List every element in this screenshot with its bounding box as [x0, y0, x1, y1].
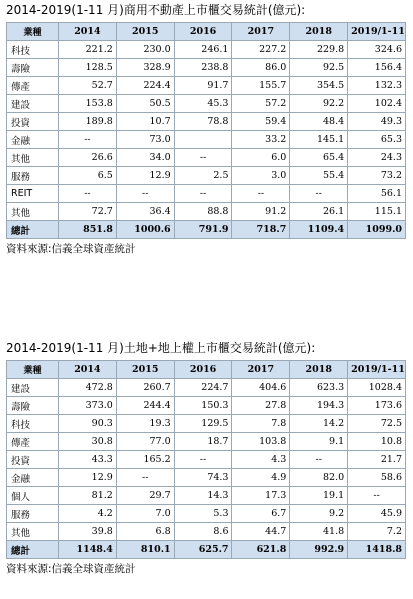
table-cell: 50.5: [116, 95, 174, 113]
column-header-sector: 業種: [7, 361, 59, 379]
table-cell: 472.8: [59, 379, 117, 397]
table-cell: 74.3: [174, 469, 232, 487]
table-cell: 12.9: [59, 469, 117, 487]
table-cell: 115.1: [348, 203, 406, 221]
table-cell: 86.0: [232, 59, 290, 77]
table-cell: 1028.4: [348, 379, 406, 397]
table-cell: 1148.4: [59, 541, 117, 559]
table-cell: 2.5: [174, 167, 232, 185]
table-row: [7, 505, 406, 523]
table-cell: 7.8: [232, 415, 290, 433]
table-cell: 373.0: [59, 397, 117, 415]
table-cell: --: [232, 185, 290, 203]
table-cell: 41.8: [290, 523, 348, 541]
table-cell: 45.3: [174, 95, 232, 113]
table-cell: 59.4: [232, 113, 290, 131]
table-cell: --: [174, 149, 232, 167]
table-row: [7, 415, 406, 433]
row-label: 投資: [7, 451, 59, 469]
row-label: 總計: [7, 221, 59, 239]
table-cell: --: [290, 451, 348, 469]
table-cell: 9.2: [290, 505, 348, 523]
table-cell: 65.4: [290, 149, 348, 167]
row-label: 其他: [7, 203, 59, 221]
table-cell: 227.2: [232, 41, 290, 59]
row-label: 其他: [7, 149, 59, 167]
table-cell: --: [116, 469, 174, 487]
table-cell: 27.8: [232, 397, 290, 415]
row-label: 壽險: [7, 59, 59, 77]
table-cell: 4.3: [232, 451, 290, 469]
table-cell: 26.1: [290, 203, 348, 221]
table-cell: 30.8: [59, 433, 117, 451]
column-header-year: 2016: [174, 23, 232, 41]
table-cell: 36.4: [116, 203, 174, 221]
table2-section: [6, 338, 408, 576]
table-row: [7, 95, 406, 113]
table-cell: 851.8: [59, 221, 117, 239]
row-label: REIT: [7, 185, 59, 203]
table-cell: 1000.6: [116, 221, 174, 239]
row-label: 個人: [7, 487, 59, 505]
table-cell: 81.2: [59, 487, 117, 505]
table-cell: 621.8: [232, 541, 290, 559]
table-cell: 128.5: [59, 59, 117, 77]
table-cell: 78.8: [174, 113, 232, 131]
column-header-year: 2017: [232, 23, 290, 41]
table-cell: 56.1: [348, 185, 406, 203]
table-cell: 77.0: [116, 433, 174, 451]
row-label: 服務: [7, 505, 59, 523]
table-cell: 221.2: [59, 41, 117, 59]
table-cell: 7.0: [116, 505, 174, 523]
table-cell: 14.2: [290, 415, 348, 433]
column-header-year: 2018: [290, 23, 348, 41]
table-cell: 1099.0: [348, 221, 406, 239]
table-cell: 3.0: [232, 167, 290, 185]
table-cell: 88.8: [174, 203, 232, 221]
table-row: [7, 113, 406, 131]
table-row: [7, 131, 406, 149]
table2-title: 2014-2019(1-11 月)土地+地上權上市櫃交易統計(億元):: [6, 341, 316, 355]
table-cell: 328.9: [116, 59, 174, 77]
table-cell: 246.1: [174, 41, 232, 59]
table-cell: 6.5: [59, 167, 117, 185]
table-cell: 132.3: [348, 77, 406, 95]
table-row: [7, 523, 406, 541]
table-cell: 238.8: [174, 59, 232, 77]
table-cell: 55.4: [290, 167, 348, 185]
table-cell: --: [290, 185, 348, 203]
row-label: 總計: [7, 541, 59, 559]
table-cell: 1109.4: [290, 221, 348, 239]
table-cell: 129.5: [174, 415, 232, 433]
column-header-year: 2017: [232, 361, 290, 379]
table1-section: [6, 0, 408, 256]
table1-source: 資料來源:信義全球資產統計: [6, 243, 136, 255]
table-cell: 39.8: [59, 523, 117, 541]
table-cell: 156.4: [348, 59, 406, 77]
table-row: [7, 185, 406, 203]
row-label: 科技: [7, 41, 59, 59]
column-header-year: 2016: [174, 361, 232, 379]
column-header-year: 2014: [59, 361, 117, 379]
table-cell: 224.7: [174, 379, 232, 397]
table-cell: 43.3: [59, 451, 117, 469]
table-cell: 244.4: [116, 397, 174, 415]
table-row: [7, 149, 406, 167]
table-cell: 623.3: [290, 379, 348, 397]
table2-source: 資料來源:信義全球資產統計: [6, 563, 136, 575]
table-cell: 1418.8: [348, 541, 406, 559]
row-label: 其他: [7, 523, 59, 541]
table2-header-row: [7, 361, 406, 379]
table-cell: 5.3: [174, 505, 232, 523]
table-cell: 229.8: [290, 41, 348, 59]
column-header-year: 2019/1-11: [348, 23, 406, 41]
row-label: 傳產: [7, 77, 59, 95]
table-cell: 260.7: [116, 379, 174, 397]
row-label: 建設: [7, 95, 59, 113]
table-cell: 92.2: [290, 95, 348, 113]
table-cell: 404.6: [232, 379, 290, 397]
row-label: 傳產: [7, 433, 59, 451]
table2: [6, 360, 406, 559]
table-cell: 4.9: [232, 469, 290, 487]
row-label: 服務: [7, 167, 59, 185]
table-cell: 65.3: [348, 131, 406, 149]
table-cell: 34.0: [116, 149, 174, 167]
table-cell: 10.8: [348, 433, 406, 451]
table-cell: 6.0: [232, 149, 290, 167]
table-cell: 33.2: [232, 131, 290, 149]
table-cell: 19.1: [290, 487, 348, 505]
table-cell: --: [59, 185, 117, 203]
column-header-year: 2019/1-11: [348, 361, 406, 379]
table-cell: 91.2: [232, 203, 290, 221]
table-cell: 12.9: [116, 167, 174, 185]
table-cell: 73.0: [116, 131, 174, 149]
table-cell: 625.7: [174, 541, 232, 559]
table-cell: 26.6: [59, 149, 117, 167]
table-cell: [174, 131, 232, 149]
table-cell: 230.0: [116, 41, 174, 59]
table-cell: 173.6: [348, 397, 406, 415]
table-cell: 14.3: [174, 487, 232, 505]
table-cell: 103.8: [232, 433, 290, 451]
table-cell: 194.3: [290, 397, 348, 415]
table-row: [7, 167, 406, 185]
table-cell: --: [59, 131, 117, 149]
table-cell: 354.5: [290, 77, 348, 95]
table-cell: 24.3: [348, 149, 406, 167]
table-cell: 150.3: [174, 397, 232, 415]
row-label: 科技: [7, 415, 59, 433]
table-cell: 29.7: [116, 487, 174, 505]
table-row: [7, 487, 406, 505]
table-cell: 73.2: [348, 167, 406, 185]
table-cell: 992.9: [290, 541, 348, 559]
table1-header-row: [7, 23, 406, 41]
table-cell: 48.4: [290, 113, 348, 131]
table-cell: 58.6: [348, 469, 406, 487]
table-cell: 17.3: [232, 487, 290, 505]
table-row: [7, 433, 406, 451]
table-cell: --: [116, 185, 174, 203]
table-cell: 810.1: [116, 541, 174, 559]
total-row: [7, 221, 406, 239]
column-header-year: 2014: [59, 23, 117, 41]
table-cell: 91.7: [174, 77, 232, 95]
table-row: [7, 451, 406, 469]
table-cell: 49.3: [348, 113, 406, 131]
row-label: 壽險: [7, 397, 59, 415]
table-cell: 189.8: [59, 113, 117, 131]
row-label: 金融: [7, 469, 59, 487]
table-cell: 4.2: [59, 505, 117, 523]
total-row: [7, 541, 406, 559]
column-header-year: 2015: [116, 23, 174, 41]
column-header-year: 2018: [290, 361, 348, 379]
table-cell: 18.7: [174, 433, 232, 451]
table-cell: 44.7: [232, 523, 290, 541]
table-cell: 7.2: [348, 523, 406, 541]
table-cell: 145.1: [290, 131, 348, 149]
table-cell: 165.2: [116, 451, 174, 469]
table-cell: 224.4: [116, 77, 174, 95]
table-cell: 6.8: [116, 523, 174, 541]
table-cell: 92.5: [290, 59, 348, 77]
table-row: [7, 41, 406, 59]
table-cell: 324.6: [348, 41, 406, 59]
table1-title: 2014-2019(1-11 月)商用不動產上市櫃交易統計(億元):: [6, 3, 306, 17]
table-cell: 8.6: [174, 523, 232, 541]
table-cell: 718.7: [232, 221, 290, 239]
row-label: 建設: [7, 379, 59, 397]
table-cell: 45.9: [348, 505, 406, 523]
table-cell: 90.3: [59, 415, 117, 433]
table-cell: 10.7: [116, 113, 174, 131]
table-row: [7, 379, 406, 397]
table-cell: 9.1: [290, 433, 348, 451]
table-cell: 102.4: [348, 95, 406, 113]
table-cell: 72.7: [59, 203, 117, 221]
table-cell: 155.7: [232, 77, 290, 95]
table-cell: --: [174, 185, 232, 203]
table-cell: 153.8: [59, 95, 117, 113]
table-cell: 19.3: [116, 415, 174, 433]
table-row: [7, 469, 406, 487]
table1: [6, 22, 406, 239]
table-row: [7, 203, 406, 221]
table-cell: 57.2: [232, 95, 290, 113]
table-row: [7, 77, 406, 95]
table-row: [7, 59, 406, 77]
table-cell: 52.7: [59, 77, 117, 95]
table-cell: 72.5: [348, 415, 406, 433]
table-row: [7, 397, 406, 415]
row-label: 投資: [7, 113, 59, 131]
row-label: 金融: [7, 131, 59, 149]
table-cell: --: [174, 451, 232, 469]
table-cell: 6.7: [232, 505, 290, 523]
table-cell: 82.0: [290, 469, 348, 487]
column-header-sector: 業種: [7, 23, 59, 41]
table-cell: --: [348, 487, 406, 505]
table-cell: 21.7: [348, 451, 406, 469]
table-cell: 791.9: [174, 221, 232, 239]
column-header-year: 2015: [116, 361, 174, 379]
